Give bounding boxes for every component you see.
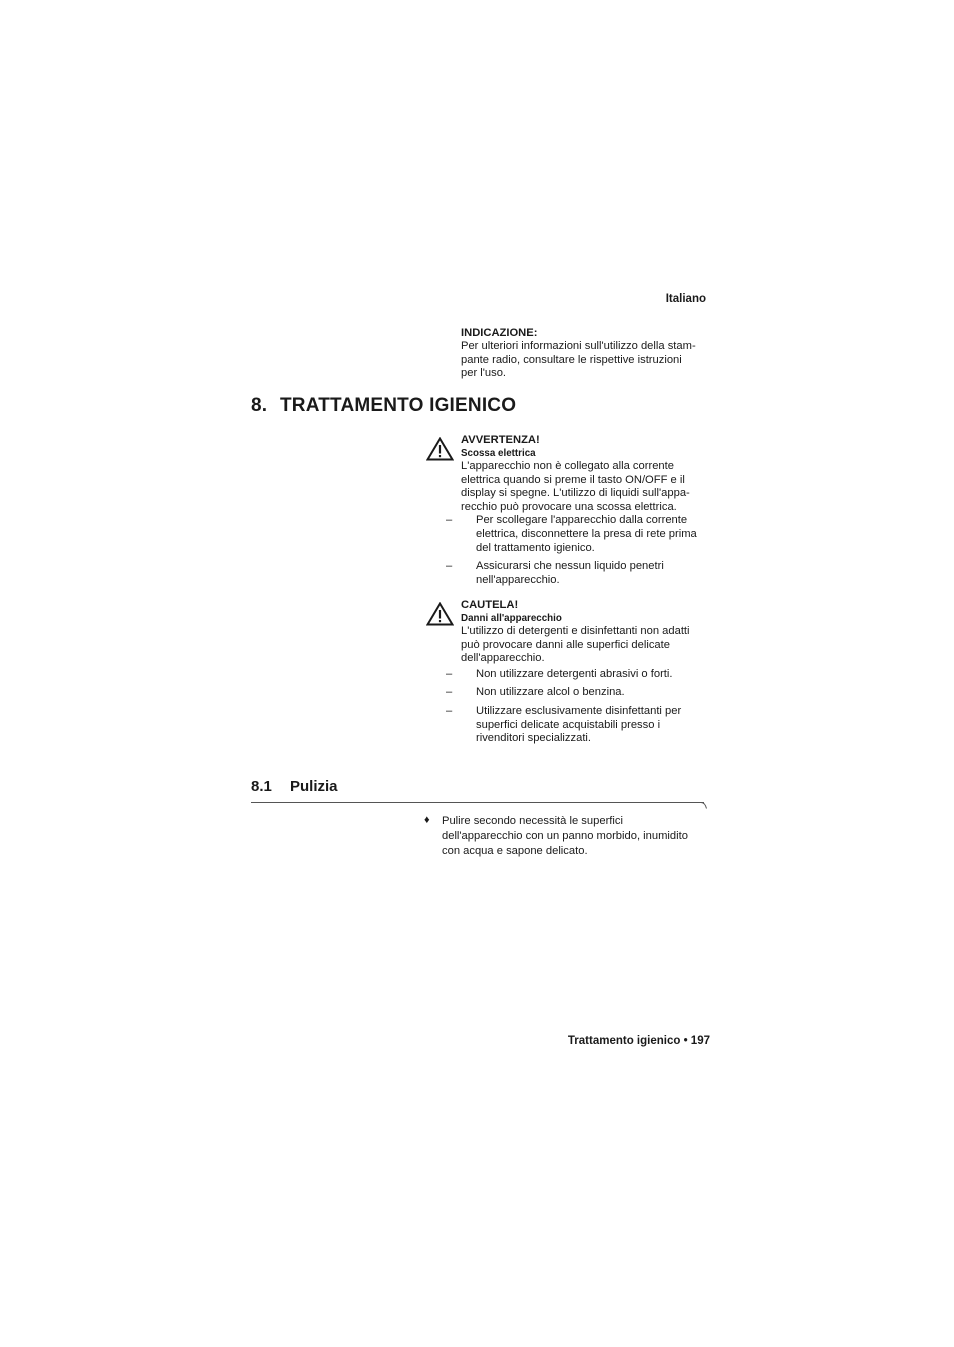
warning-triangle-icon bbox=[426, 602, 454, 626]
list-item-line: Utilizzare esclusivamente disinfettanti per bbox=[476, 704, 682, 717]
dash-mark: – bbox=[446, 704, 453, 717]
list-item-line: superfici delicate acquistabili presso i bbox=[476, 718, 661, 731]
caution-text bbox=[461, 625, 711, 666]
section-heading bbox=[251, 395, 516, 417]
note-line: pante radio, consultare le rispettive istruzioni bbox=[461, 353, 682, 366]
warning-line: L'apparecchio non è collegato alla corrente bbox=[461, 460, 674, 472]
warning-line: display si spegne. L'utilizzo di liquidi sull'appa- bbox=[461, 487, 690, 500]
list-item-line: nell'apparecchio. bbox=[476, 573, 560, 586]
warning-block bbox=[446, 433, 711, 587]
caution-line: dell'apparecchio. bbox=[461, 652, 545, 665]
note-text bbox=[461, 340, 711, 381]
warning-triangle-icon bbox=[426, 437, 454, 461]
list-item bbox=[446, 560, 711, 587]
instruction-text bbox=[442, 814, 712, 859]
warning-line: recchio può provocare una scossa elettrica. bbox=[461, 500, 677, 513]
dash-mark: – bbox=[446, 514, 453, 527]
warning-label: AVVERTENZA! bbox=[461, 434, 540, 446]
list-item-line: rivenditori specializzati. bbox=[476, 732, 592, 745]
caution-list bbox=[446, 667, 711, 746]
caution-block bbox=[446, 598, 711, 746]
list-item-line: del trattamento igienico. bbox=[476, 541, 595, 554]
warning-text bbox=[461, 460, 711, 514]
caution-line: può provocare danni alle superfici delicate bbox=[461, 638, 670, 651]
list-item bbox=[446, 668, 711, 682]
note-label: INDICAZIONE: bbox=[461, 327, 538, 339]
note-line: per l'uso. bbox=[461, 367, 507, 380]
dash-mark: – bbox=[446, 686, 453, 699]
list-item-line: Per scollegare l'apparecchio dalla corrente bbox=[476, 514, 688, 527]
instruction-line: con acqua e sapone delicato. bbox=[442, 845, 588, 857]
subsection-number: 8.1 bbox=[251, 778, 272, 795]
instruction-line: Pulire secondo necessità le superfici bbox=[442, 815, 623, 827]
dash-mark: – bbox=[446, 667, 453, 680]
note-block bbox=[461, 326, 711, 381]
list-item bbox=[446, 686, 711, 700]
language-header: Italiano bbox=[665, 293, 706, 305]
dash-mark: – bbox=[446, 560, 453, 573]
section-title: TRATTAMENTO IGIENICO bbox=[280, 395, 517, 416]
diamond-bullet-icon: ♦ bbox=[424, 814, 430, 826]
list-item bbox=[446, 514, 711, 555]
caution-label: CAUTELA! bbox=[461, 599, 519, 611]
list-item-line: Non utilizzare alcol o benzina. bbox=[476, 686, 625, 699]
list-item-line: elettrica, disconnettere la presa di rete prima bbox=[476, 527, 697, 540]
warning-sublabel: Scossa elettrica bbox=[461, 448, 536, 459]
list-item bbox=[446, 705, 711, 746]
warning-line: elettrica quando si preme il tasto ON/OFF e il bbox=[461, 473, 685, 486]
page-footer: Trattamento igienico • 197 bbox=[567, 1035, 710, 1047]
section-number: 8. bbox=[251, 395, 268, 416]
section-divider bbox=[251, 802, 704, 803]
subsection-heading bbox=[251, 778, 338, 795]
list-item-line: Non utilizzare detergenti abrasivi o forti. bbox=[476, 667, 673, 680]
caution-sublabel: Danni all'apparecchio bbox=[461, 613, 562, 624]
instruction-line: dell'apparecchio con un panno morbido, inumidito bbox=[442, 830, 688, 842]
divider-corner bbox=[701, 802, 707, 809]
warning-list bbox=[446, 514, 711, 587]
subsection-title: Pulizia bbox=[290, 778, 338, 795]
caution-line: L'utilizzo di detergenti e disinfettanti non adatti bbox=[461, 625, 690, 637]
list-item-line: Assicurarsi che nessun liquido penetri bbox=[476, 560, 664, 573]
note-line: Per ulteriori informazioni sull'utilizzo della stam- bbox=[461, 340, 696, 352]
